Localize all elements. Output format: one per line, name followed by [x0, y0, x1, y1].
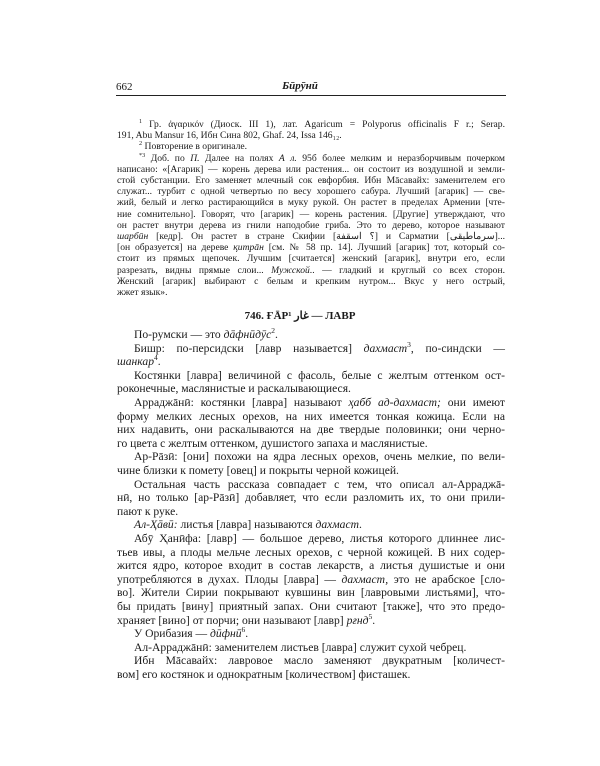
running-title: Бӣрӯнӣ [282, 80, 318, 92]
text-span: Гр. ἀγαρικόν (Диоск. III 1), лат. Agaricum = Polyporus officinalis F r.; Serap. [142, 119, 505, 130]
italic-term: шарбӣн [117, 231, 149, 242]
text-span: во]. Жители Сирии покрывают кувшины вин [лавровыми листьями], что- [117, 586, 505, 600]
italic-term: А л. [278, 152, 297, 164]
footnote-ref: 4 [154, 353, 158, 363]
text-line [134, 478, 505, 492]
italic-term: П. [190, 152, 200, 164]
text-span: Бишр: по-персидски [лавр называется] [134, 341, 364, 355]
text-line [117, 573, 505, 587]
footnote-line [117, 276, 505, 287]
footnote-line [117, 287, 505, 298]
text-line [134, 518, 505, 532]
text-span: [он образуется] на дереве [117, 242, 234, 254]
text-line [134, 641, 505, 655]
footnote-line [139, 119, 505, 130]
text-span: храняет [вино] от порчи; они называют [лавр] [117, 613, 347, 627]
text-span: . [358, 518, 362, 532]
footnote-line [139, 153, 505, 164]
text-span: вом] его костянок и однократным [количеством] фисташек. [117, 668, 411, 681]
footnote-line [117, 186, 505, 197]
footnote-line [139, 141, 505, 152]
italic-term: ҳабб ад-дахмаст; [348, 396, 441, 409]
footnote-ref: 5 [368, 611, 373, 621]
footnote-line [117, 164, 505, 175]
text-span: роконечные, маслянистые и раскалывающиеся. [117, 382, 351, 396]
text-line [117, 668, 505, 682]
text-line [117, 600, 505, 614]
text-span: тьев ивы, а плоды мельче лесных орехов, с черной кожицей. В них содер- [117, 545, 505, 559]
text-span: стоит из прямых щепочек. Лучшим [считается] женский [агарик], внутри его, если [117, 253, 505, 265]
text-span: это не арабское [сло- [388, 572, 505, 586]
text-span: разрезать, видны прямые слои... [117, 264, 272, 276]
text-span: употребляются в духах. Плоды [лавра] — [117, 572, 342, 586]
text-line [117, 491, 505, 505]
italic-term: дахмаст [363, 341, 408, 355]
text-line [117, 355, 505, 369]
text-line [134, 654, 505, 668]
italic-term: дахмаст, [341, 572, 389, 586]
text-line [134, 369, 505, 383]
footnote-line [117, 242, 505, 253]
footnote-ref: 2 [139, 140, 143, 148]
text-span: нӣ, но только [ар-Рāзӣ] добавляет, что если разломить их, то они прили- [117, 491, 505, 505]
italic-term: дāфнӣдӯс [223, 328, 272, 341]
italic-term: шанкар [117, 355, 155, 369]
text-line [134, 328, 505, 342]
text-span: . [157, 355, 161, 369]
text-span: . [275, 328, 278, 341]
text-line [117, 505, 505, 519]
text-span: стой субстанции. Его заменяет млечный сок евфорбия. Ибн Мāсавайх: заменителем его [117, 175, 505, 186]
text-span: ние сомнительно]. Говорят, что [агарик] — корень растения. [Другие] утверждают, что [117, 208, 505, 220]
text-span: Женский [агарик] выбирают с белым и крепким нутром... Вкус у него острый, [117, 275, 505, 287]
text-span: . [245, 627, 249, 641]
entry-heading: 746. ҒĀР¹ غار — ЛАВР [244, 310, 356, 322]
text-line [117, 586, 505, 600]
text-span: У Орибазия — [134, 627, 211, 641]
footnote-line [117, 175, 505, 186]
text-line [117, 464, 505, 478]
footnote-ref: 1 [139, 117, 143, 125]
footnote-ref: 3 [407, 339, 411, 349]
footnote-line [117, 220, 505, 231]
italic-term: дӣфнӣ [210, 627, 242, 641]
text-span: Ибн Мāсавайх: лавровое масло заменяют двукратным [количест- [134, 654, 505, 668]
text-line [134, 532, 505, 546]
footnote-line [117, 197, 505, 208]
text-span: Ар-Рāзӣ: [они] похожи на ядра лесных орехов, очень мелкие, по вели- [134, 450, 505, 464]
italic-term: Ал-Ҳāвӣ: [134, 518, 178, 532]
text-span: бы придать [вину] приятный запах. Они считают [также], что это предо- [117, 600, 505, 613]
text-span: 95б более мелким и неразборчивым почерком [296, 152, 505, 164]
text-span: .. — гладкий и круглый со всех сторон. [309, 264, 506, 276]
text-span: Далее на полях [199, 152, 279, 164]
text-line [134, 450, 505, 464]
text-span: [см. № 58 пр. 14]. Лучший [агарик] тот, который со- [263, 242, 505, 254]
footnote-ref: *3 [139, 151, 146, 159]
text-line [117, 437, 505, 451]
text-line [117, 423, 505, 437]
footnote-line [117, 265, 505, 276]
footnote-line [117, 231, 505, 242]
text-span: Остальная часть рассказа совпадает с тем, что описал ал-Арраджā- [134, 477, 505, 491]
text-line [117, 611, 505, 628]
text-span: Костянки [лавра] величиной с фасоль, белые с желтым оттенком ост- [134, 368, 505, 382]
text-span: листья [лавра] называются [177, 518, 316, 532]
italic-term: қитрāн [233, 242, 264, 254]
text-span: 191, Abu Mansur 16, Ибн Сина 802, Ghaf. 24, Issa 146₁₂. [117, 130, 342, 142]
italic-term: дахмаст [315, 518, 359, 532]
text-line [134, 627, 505, 641]
text-span: них надавить, они раскалываются на две твердые половинки; они черно- [117, 423, 505, 437]
text-line [134, 339, 505, 356]
text-line [117, 546, 505, 560]
text-span: Доб. по [145, 152, 191, 164]
text-line [117, 559, 505, 573]
text-span: он растет внутри дерева из гнили наподобие гриба. Это то дерево, которое называют [117, 219, 505, 231]
footnote-line [117, 209, 505, 220]
text-line [117, 410, 505, 424]
italic-term: рғнд [346, 613, 369, 627]
footnote-ref: 6 [241, 625, 246, 635]
italic-term: Мужской [271, 264, 310, 276]
text-span: Абӯ Ҳанӣфа: [лавр] — большое дерево, листья которого длиннее лис- [134, 532, 505, 545]
page-number: 662 [116, 81, 133, 93]
text-span: жится ядро, которое входит в состав лекарств, а листья душистые и они [117, 559, 505, 573]
text-span: [кедр]. Он растет в стране Скифии [؟ اسقفة] и Сарматии [سرماطيقى]... [148, 231, 505, 242]
text-span: жий, белый и легко растирающийся в муку рукой. Он растет в пределах Армении [чте- [117, 197, 505, 209]
text-span: По-румски — это [134, 328, 224, 341]
header-rule [116, 95, 506, 96]
text-span: служат... турбит с одной четвертью по весу хорошего сабура. Лучший [агарик] — све- [117, 186, 505, 198]
footnote-ref: 2 [271, 326, 275, 336]
text-span: . [372, 613, 376, 627]
text-span: жжет язык». [117, 287, 168, 298]
text-span: Ал-Арраджāнӣ: заменителем листьев [лавра] служит сухой чебрец. [134, 640, 467, 654]
text-span: пают к руке. [117, 504, 179, 518]
text-span: Повторение в оригинале. [142, 141, 248, 153]
text-span: написано: «[Агарик] — корень дерева или растения... он состоит из воздушной и земли- [117, 163, 505, 175]
text-span: Арраджāнӣ: костянки [лавра] называют [134, 396, 349, 409]
text-span: форму мелких лесных орехов, на них имеется тонкая кожица. Если на [117, 409, 505, 423]
text-span: го цвета с желтым оттенком, душистого запаха и маслянистые. [117, 436, 428, 450]
text-span: , по-синдски — [410, 341, 505, 355]
footnote-line [117, 130, 505, 141]
text-span: они имеют [440, 396, 505, 409]
text-line [117, 382, 505, 396]
text-line [134, 396, 505, 410]
text-span: чине близки к помету [овец] и покрыты черной кожицей. [117, 464, 399, 477]
footnote-line [117, 253, 505, 264]
